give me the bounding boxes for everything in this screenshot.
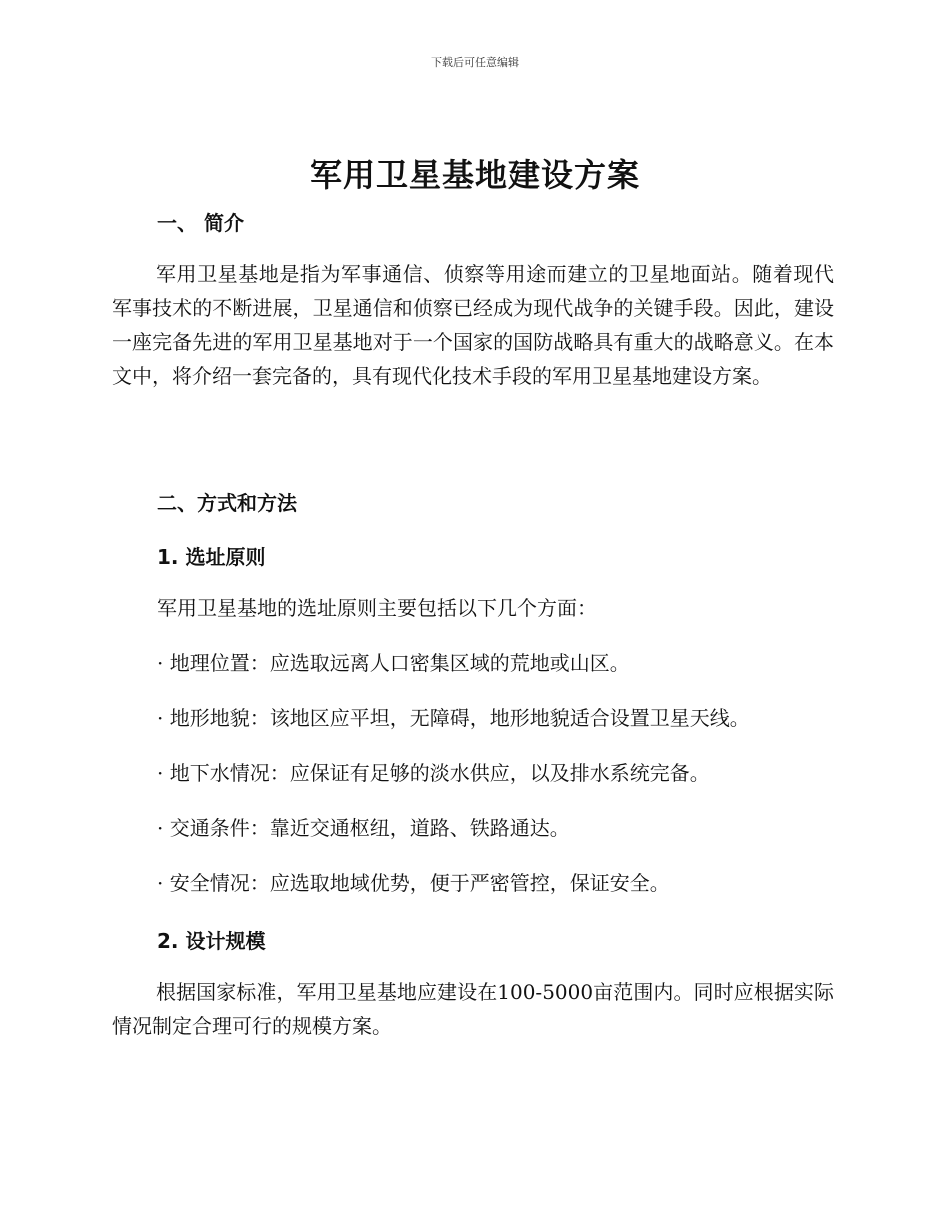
intro-paragraph: 军用卫星基地是指为军事通信、侦察等用途而建立的卫星地面站。随着现代军事技术的不断进展，卫星通信和侦察已经成为现代战争的关键手段。因此，建设一座完备先进的军用卫星基地对于一个国家的国防战略具有重大的战略意义。在本文中，将介绍一套完备的，具有现代化技术手段的军用卫星基地建设方案。: [112, 262, 834, 388]
list-item: · 安全情况：应选取地域优势，便于严密管控，保证安全。: [157, 871, 670, 895]
list-item: · 地形地貌：该地区应平坦，无障碍，地形地貌适合设置卫星天线。: [157, 706, 750, 730]
list-item: · 交通条件：靠近交通枢纽，道路、铁路通达。: [157, 816, 570, 840]
list-item: · 地理位置：应选取远离人口密集区域的荒地或山区。: [157, 651, 630, 675]
subheading-design-scale: 2. 设计规模: [157, 929, 266, 953]
list-item: · 地下水情况：应保证有足够的淡水供应，以及排水系统完备。: [157, 761, 710, 785]
page-title: 军用卫星基地建设方案: [309, 156, 640, 194]
design-scale-paragraph: 根据国家标准，军用卫星基地应建设在100-5000亩范围内。同时应根据实际情况制定合理可行的规模方案。: [112, 980, 834, 1038]
site-selection-intro: 军用卫星基地的选址原则主要包括以下几个方面：: [157, 596, 597, 620]
subheading-site-selection: 1. 选址原则: [157, 545, 266, 569]
section-heading-methods: 二、方式和方法: [157, 491, 297, 515]
section-heading-intro: 一、 简介: [157, 211, 244, 235]
header-note: 下载后可任意编辑: [431, 56, 519, 69]
